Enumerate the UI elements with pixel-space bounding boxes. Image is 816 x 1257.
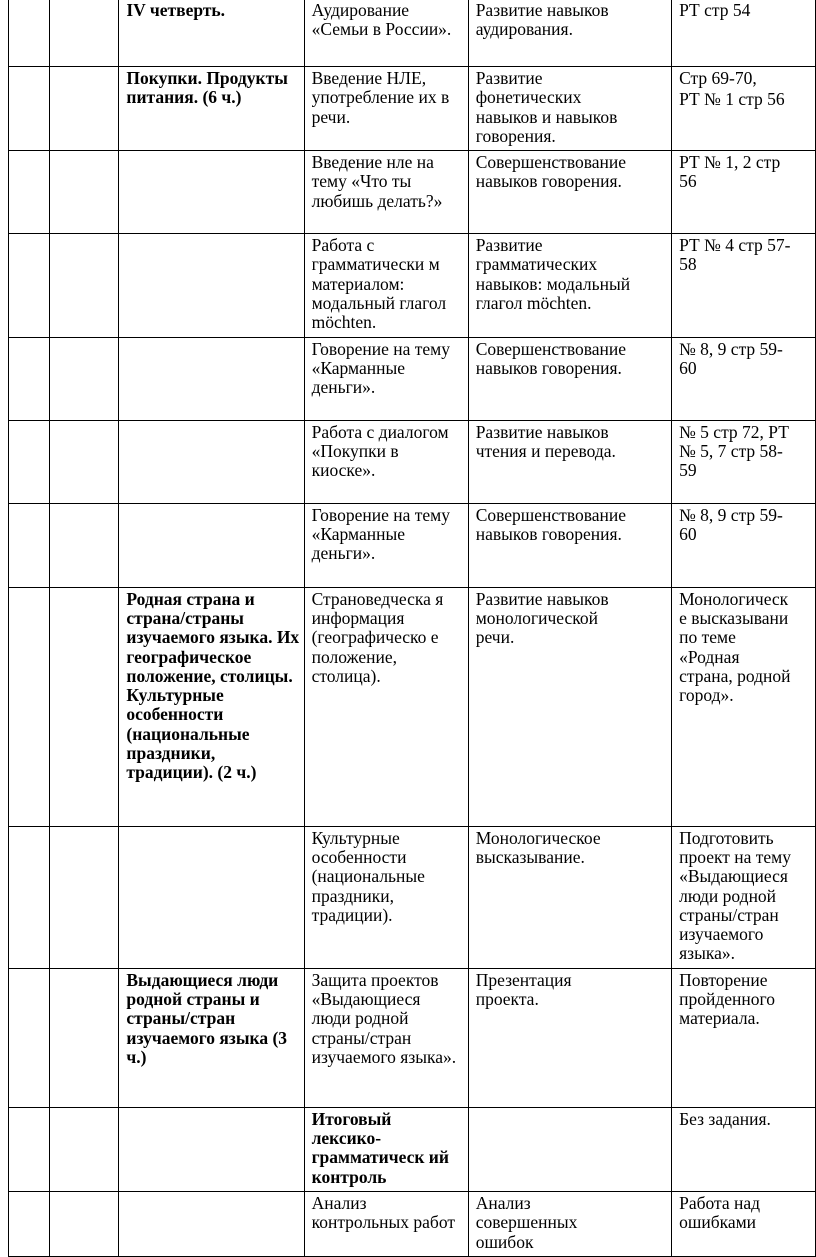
homework-line: № 5 стр 72, РТ xyxy=(679,421,789,442)
lesson-cell: Аудирование «Семьи в России». xyxy=(304,0,468,67)
goal-cell: Монологическое высказывание. xyxy=(468,826,671,968)
homework-line: Работа над xyxy=(679,1192,761,1213)
homework-line: люди родной xyxy=(679,885,777,906)
homework-line: материала. xyxy=(679,1008,760,1029)
blank-cell xyxy=(49,503,119,587)
homework-line: Подготовить xyxy=(679,827,774,848)
goal-cell xyxy=(468,1107,671,1191)
topic-cell: Родная страна и страна/страны изучаемого языка. Их географическое положение, столицы. Культурные особенности (национальные праздники, традиции). (2 ч.) xyxy=(119,587,304,826)
blank-cell xyxy=(49,587,119,826)
topic-cell xyxy=(119,826,304,968)
homework-line: 56 xyxy=(679,171,697,192)
blank-cell xyxy=(49,1191,119,1256)
number-cell xyxy=(9,0,50,67)
lesson-cell: Итоговый лексико-грамматическ ий контроль xyxy=(304,1107,468,1191)
lesson-cell: Говорение на тему «Карманные деньги». xyxy=(304,503,468,587)
homework-line: пройденного xyxy=(679,989,775,1010)
table-row xyxy=(9,0,816,67)
goal-cell: Совершенствование навыков говорения. xyxy=(468,337,671,420)
table-row xyxy=(9,1107,816,1191)
number-cell xyxy=(9,234,50,337)
homework-line: № 8, 9 стр 59- xyxy=(679,338,783,359)
homework-line: ошибками xyxy=(679,1212,757,1233)
topic-cell xyxy=(119,503,304,587)
blank-cell xyxy=(49,67,119,151)
homework-line: по теме xyxy=(679,627,736,648)
homework-line: № 8, 9 стр 59- xyxy=(679,504,783,525)
homework-cell: РТ стр 54 xyxy=(672,0,816,67)
number-cell xyxy=(9,151,50,234)
table-row xyxy=(9,826,816,968)
lesson-cell: Анализ контрольных работ xyxy=(304,1191,468,1256)
number-cell xyxy=(9,1191,50,1256)
table-row xyxy=(9,1191,816,1256)
blank-cell xyxy=(49,1107,119,1191)
number-cell xyxy=(9,587,50,826)
blank-cell xyxy=(49,968,119,1107)
homework-cell xyxy=(672,587,816,826)
lesson-cell: Защита проектов «Выдающиеся люди родной страны/стран изучаемого языка». xyxy=(304,968,468,1107)
lesson-cell: Работа с грамматически м материалом: модальный глагол möchten. xyxy=(304,234,468,337)
homework-cell xyxy=(672,503,816,587)
homework-line: Монологическ xyxy=(679,588,789,609)
homework-cell xyxy=(672,67,816,151)
homework-line: изучаемого xyxy=(679,924,764,945)
homework-line: 58 xyxy=(679,254,697,275)
table-row xyxy=(9,151,816,234)
goal-cell: Развитие навыков чтения и перевода. xyxy=(468,420,671,503)
homework-line: страна, родной xyxy=(679,665,791,686)
blank-cell xyxy=(49,234,119,337)
topic-cell: IV четверть. xyxy=(119,0,304,67)
number-cell xyxy=(9,503,50,587)
blank-cell xyxy=(49,0,119,67)
homework-line: 60 xyxy=(679,523,697,544)
topic-cell xyxy=(119,1191,304,1256)
table-row xyxy=(9,234,816,337)
table-row xyxy=(9,67,816,151)
homework-cell xyxy=(672,151,816,234)
blank-cell xyxy=(49,337,119,420)
lesson-cell: Введение НЛЕ, употребление их в речи. xyxy=(304,67,468,151)
lesson-cell: Работа с диалогом «Покупки в киоске». xyxy=(304,420,468,503)
lesson-cell: Говорение на тему «Карманные деньги». xyxy=(304,337,468,420)
goal-cell: Развитие навыков аудирования. xyxy=(468,0,671,67)
topic-cell xyxy=(119,420,304,503)
goal-cell: Совершенствование навыков говорения. xyxy=(468,151,671,234)
homework-cell xyxy=(672,1191,816,1256)
table-row xyxy=(9,587,816,826)
table-row xyxy=(9,420,816,503)
lesson-plan-table xyxy=(8,0,816,1257)
table-row xyxy=(9,503,816,587)
number-cell xyxy=(9,968,50,1107)
topic-cell: Выдающиеся люди родной страны и страны/стран изучаемого языка (3 ч.) xyxy=(119,968,304,1107)
homework-line: «Родная xyxy=(679,646,740,667)
goal-cell: Развитие фонетических навыков и навыков говорения. xyxy=(468,67,671,151)
homework-line: «Выдающиеся xyxy=(679,866,788,887)
homework-line: 60 xyxy=(679,357,697,378)
number-cell xyxy=(9,1107,50,1191)
goal-cell: Развитие навыков монологической речи. xyxy=(468,587,671,826)
number-cell xyxy=(9,337,50,420)
homework-line: город». xyxy=(679,685,734,706)
topic-cell xyxy=(119,234,304,337)
homework-line: языка». xyxy=(679,943,735,964)
table-row xyxy=(9,968,816,1107)
homework-line: Стр 69-70, xyxy=(679,68,757,88)
blank-cell xyxy=(49,420,119,503)
lesson-cell: Введение нле на тему «Что ты любишь делать?» xyxy=(304,151,468,234)
homework-cell xyxy=(672,968,816,1107)
topic-cell xyxy=(119,337,304,420)
topic-cell xyxy=(119,1107,304,1191)
blank-cell xyxy=(49,151,119,234)
goal-cell: Совершенствование навыков говорения. xyxy=(468,503,671,587)
homework-cell xyxy=(672,234,816,337)
homework-line: проект на тему xyxy=(679,846,791,867)
homework-cell: Без задания. xyxy=(672,1107,816,1191)
goal-cell: Презентация проекта. xyxy=(468,968,671,1107)
homework-cell xyxy=(672,337,816,420)
number-cell xyxy=(9,67,50,151)
lesson-cell: Культурные особенности (национальные праздники, традиции). xyxy=(304,826,468,968)
number-cell xyxy=(9,826,50,968)
lesson-cell: Страноведческа я информация (географическо е положение, столица). xyxy=(304,587,468,826)
homework-line: РТ № 1 стр 56 xyxy=(679,89,785,110)
number-cell xyxy=(9,420,50,503)
homework-cell xyxy=(672,420,816,503)
homework-line: 59 xyxy=(679,460,697,481)
goal-cell: Анализ совершенных ошибок xyxy=(468,1191,671,1256)
homework-line: № 5, 7 стр 58- xyxy=(679,440,783,461)
table-row xyxy=(9,337,816,420)
homework-line: РТ № 4 стр 57- xyxy=(679,235,791,256)
homework-line: е высказывани xyxy=(679,607,789,628)
homework-line: РТ № 1, 2 стр xyxy=(679,152,781,173)
blank-cell xyxy=(49,826,119,968)
homework-cell xyxy=(672,826,816,968)
goal-cell: Развитие грамматических навыков: модальный глагол möchten. xyxy=(468,234,671,337)
topic-cell xyxy=(119,151,304,234)
homework-line: Повторение xyxy=(679,969,768,990)
topic-cell: Покупки. Продукты питания. (6 ч.) xyxy=(119,67,304,151)
homework-line: страны/стран xyxy=(679,904,779,925)
